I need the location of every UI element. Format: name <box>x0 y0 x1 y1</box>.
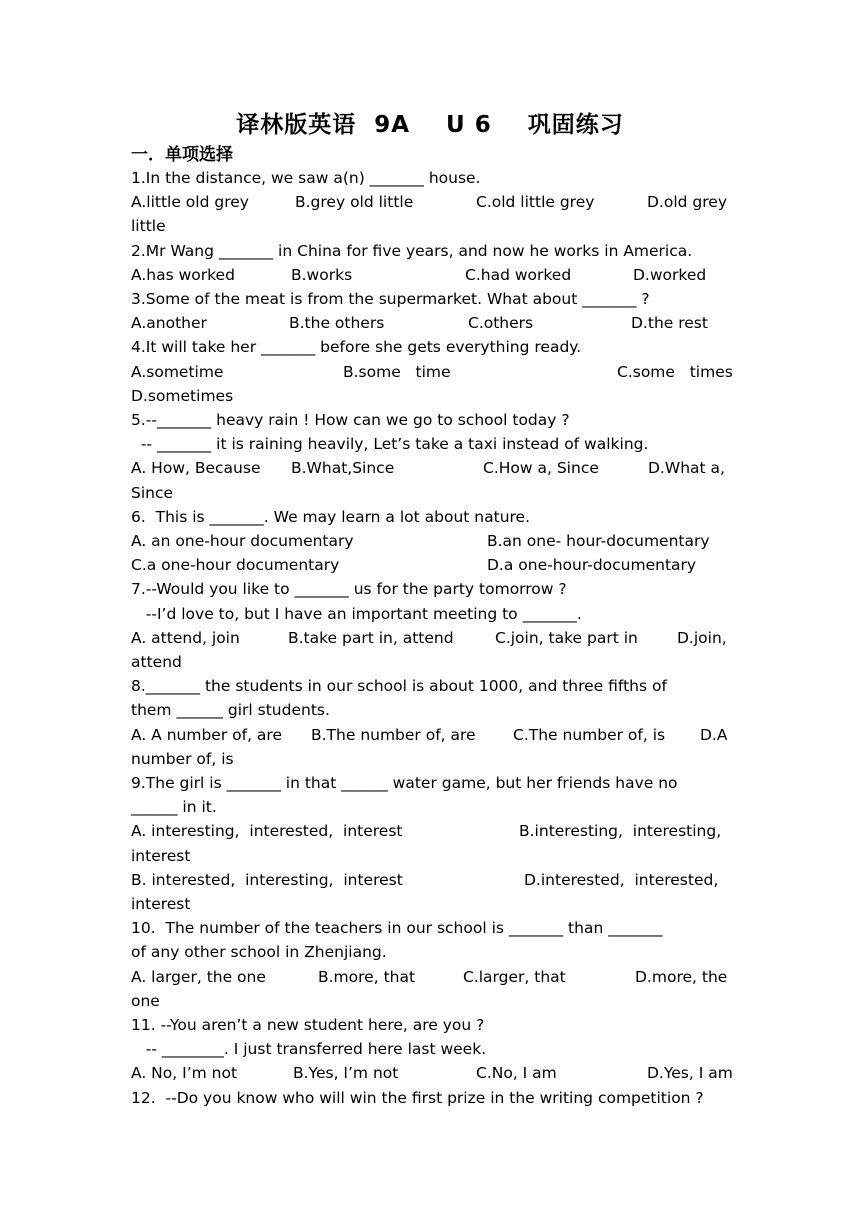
text-line: number of, is <box>131 749 234 768</box>
text-line: -- _______ it is raining heavily, Let’s take a taxi instead of walking. <box>131 435 649 454</box>
options-row <box>131 1061 731 1085</box>
option-d: D.old grey <box>647 193 727 212</box>
option-a: A.little old grey <box>131 193 249 212</box>
option-b: B.Yes, I’m not <box>293 1064 399 1083</box>
option-c: C.had worked <box>465 265 572 284</box>
option-c: C.How a, Since <box>483 459 599 478</box>
text-line: them ______ girl students. <box>131 701 330 720</box>
text-line: attend <box>131 653 182 671</box>
option-a: A. an one-hour documentary <box>131 532 354 550</box>
option-b: B.take part in, attend <box>288 628 454 647</box>
text-line: 7.--Would you like to _______ us for the party tomorrow ? <box>131 580 567 599</box>
text-line: one <box>131 991 160 1010</box>
option-c: C.larger, that <box>463 967 566 986</box>
options-row <box>131 626 731 650</box>
option-d: D.join, <box>677 628 727 647</box>
options-row <box>131 360 731 384</box>
option-c: C.No, I am <box>476 1064 557 1083</box>
text-line: 9.The girl is _______ in that ______ water game, but her friends have no <box>131 774 678 792</box>
option-a: A.sometime <box>131 362 224 381</box>
option-a: A. larger, the one <box>131 967 266 986</box>
text-line: interest <box>131 846 191 865</box>
option-d: D.A <box>700 725 728 744</box>
options-row <box>131 965 731 989</box>
option-a: A. interesting, interested, interest <box>131 822 403 841</box>
option-a: A.has worked <box>131 265 235 284</box>
text-line: 8._______ the students in our school is about 1000, and three fifths of <box>131 677 667 696</box>
text-line: 12. --Do you know who will win the first prize in the writing competition ? <box>131 1088 704 1107</box>
options-row <box>131 868 731 892</box>
text-line: 1.In the distance, we saw a(n) _______ house. <box>131 169 481 187</box>
option-b: D.a one-hour-documentary <box>487 556 697 575</box>
option-b: B.works <box>291 265 353 284</box>
option-d: D.the rest <box>631 314 708 333</box>
text-line: little <box>131 217 166 236</box>
option-b: B.What,Since <box>291 459 395 478</box>
option-a: C.a one-hour documentary <box>131 556 340 575</box>
options-row <box>131 311 731 335</box>
section-heading: 一．单项选择 <box>131 145 233 165</box>
options-row <box>131 723 731 747</box>
text-line: 4.It will take her _______ before she gets everything ready. <box>131 338 582 357</box>
option-b: B.interesting, interesting, <box>519 822 722 841</box>
text-line: D.sometimes <box>131 386 234 405</box>
text-line: 2.Mr Wang _______ in China for five years, and now he works in America. <box>131 241 693 260</box>
option-d: D.more, the <box>635 967 728 986</box>
page-title: 译林版英语 9A U 6 巩固练习 <box>236 112 624 138</box>
options-row <box>131 529 731 553</box>
text-line: ______ in it. <box>131 798 217 817</box>
option-d: D.What a, <box>648 459 725 478</box>
text-line: 11. --You aren’t a new student here, are you ? <box>131 1016 485 1034</box>
option-c: C.others <box>468 314 534 333</box>
option-a: A. A number of, are <box>131 725 282 744</box>
options-row <box>131 263 731 287</box>
options-row <box>131 819 731 843</box>
text-line: 6. This is _______. We may learn a lot about nature. <box>131 507 531 526</box>
options-row <box>131 553 731 577</box>
option-b: B.an one- hour-documentary <box>487 532 710 550</box>
options-row <box>131 190 731 214</box>
text-line: Since <box>131 483 174 502</box>
text-line: --I’d love to, but I have an important meeting to _______. <box>131 604 582 623</box>
options-row <box>131 456 731 480</box>
option-b: B.some time <box>343 362 451 381</box>
option-b: B.the others <box>289 314 385 333</box>
option-a: B. interested, interesting, interest <box>131 870 403 889</box>
text-line: interest <box>131 895 191 913</box>
option-a: A.another <box>131 314 207 333</box>
option-c: C.join, take part in <box>495 628 638 647</box>
option-b: B.The number of, are <box>311 725 476 744</box>
text-line: 10. The number of the teachers in our school is _______ than _______ <box>131 919 663 938</box>
option-d: D.worked <box>633 265 707 284</box>
option-b: B.more, that <box>318 967 416 986</box>
text-line: 3.Some of the meat is from the supermarket. What about _______ ? <box>131 290 650 308</box>
option-c: C.The number of, is <box>513 725 666 744</box>
option-a: A. No, I’m not <box>131 1064 238 1083</box>
option-b: B.grey old little <box>295 193 414 212</box>
option-a: A. How, Because <box>131 459 261 478</box>
option-c: C.some times <box>617 362 733 381</box>
option-b: D.interested, interested, <box>524 870 719 889</box>
text-line: 5.--_______ heavy rain ! How can we go to school today ? <box>131 411 570 429</box>
text-line: -- ________. I just transferred here last week. <box>131 1040 487 1059</box>
option-d: D.Yes, I am <box>647 1064 733 1083</box>
option-a: A. attend, join <box>131 628 240 647</box>
text-line: of any other school in Zhenjiang. <box>131 943 387 962</box>
option-c: C.old little grey <box>476 193 595 212</box>
